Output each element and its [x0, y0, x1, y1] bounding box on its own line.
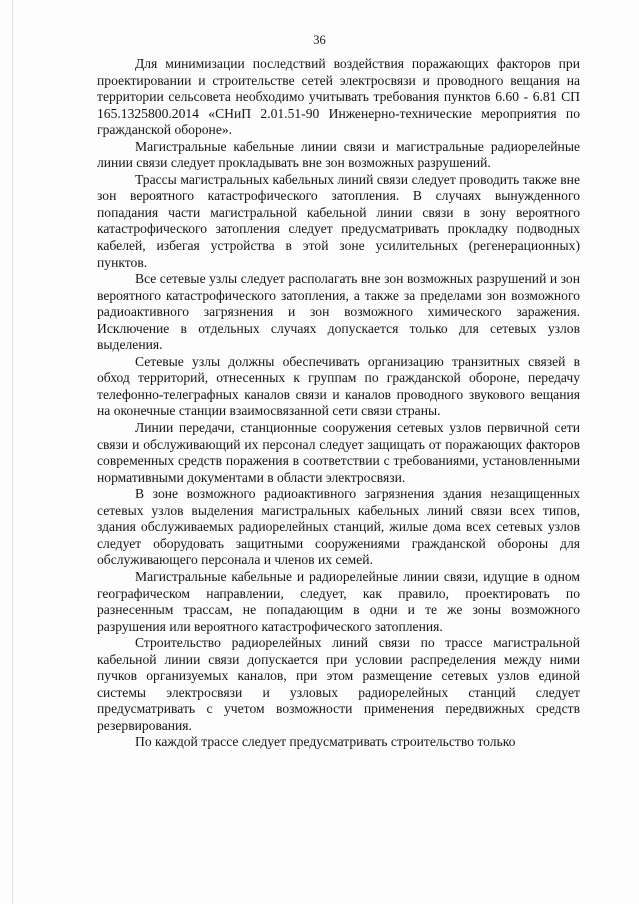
- paragraph-transit-links: Сетевые узлы должны обеспечивать организацию транзитных связей в обход территорий, отнесенных к группам по гражданской обороне, передачу телефонно-телеграфных каналов связи и каналов проводного звукового вещания на оконечные станции взаимосвязанной сети связи страны.: [97, 353, 580, 419]
- paragraph-flood-zones: Трассы магистральных кабельных линий связи следует проводить также вне зон вероятного катастрофического затопления. В случаях вынужденного попадания части магистральной кабельной линии связи в зону вероятного катастрофического затопления следует предусматривать прокладку подводных кабелей, избегая устройства в этой зоне усилительных (регенерационных) пунктов.: [97, 171, 580, 270]
- paragraph-civil-defense-requirements: Для минимизации последствий воздействия поражающих факторов при проектировании и строительстве сетей электросвязи и проводного вещания на территории сельсовета необходимо учитывать требования пунктов 6.60 - 6.81 СП 165.1325800.2014 «СНиП 2.01.51-90 Инженерно-технические мероприятия по гражданской обороне».: [97, 56, 580, 138]
- paragraph-separated-routes: Магистральные кабельные и радиорелейные линии связи, идущие в одном географическом направлении, следует, как правило, проектировать по разнесенным трассам, не попадающим в одни и те же зоны возможного разрушения или вероятного катастрофического затопления.: [97, 568, 580, 634]
- paragraph-contamination-zone-shelters: В зоне возможного радиоактивного загрязнения здания незащищенных сетевых узлов выделения магистральных кабельных линий связи всех типов, здания обслуживаемых радиорелейных станций, жилые дома всех сетевых узлов следует оборудовать защитными сооружениями гражданской обороны для обслуживающего персонала и членов их семей.: [97, 486, 580, 568]
- page-number: 36: [313, 33, 326, 47]
- scan-edge: [12, 0, 13, 904]
- document-body: [97, 56, 580, 751]
- paragraph-trunk-lines-placement: Магистральные кабельные линии связи и магистральные радиорелейные линии связи следует прокладывать вне зон возможных разрушений.: [97, 138, 580, 171]
- paragraph-protection-of-lines: Линии передачи, станционные сооружения сетевых узлов первичной сети связи и обслуживающий их персонал следует защищать от поражающих факторов современных средств поражения в соответствии с требованиями, установленными нормативными документами в области электросвязи.: [97, 420, 580, 485]
- paragraph-route-construction: По каждой трассе следует предусматривать строительство только: [135, 734, 516, 750]
- paragraph-radio-relay-construction: Строительство радиорелейных линий связи по трассе магистральной кабельной линии связи допускается при условии распределения между ними пучков организуемых каналов, при этом размещение сетевых узлов единой системы электросвязи и узловых радиорелейных станций следует предусматривать с учетом возможности применения передвижных средств резервирования.: [97, 635, 580, 733]
- paragraph-network-nodes-location: Все сетевые узлы следует располагать вне зон возможных разрушений и зон вероятного катастрофического затопления, а также за пределами зон возможного радиоактивного загрязнения и зон возможного химического заражения. Исключение в отдельных случаях допускается только для сетевых узлов выделения.: [97, 271, 580, 353]
